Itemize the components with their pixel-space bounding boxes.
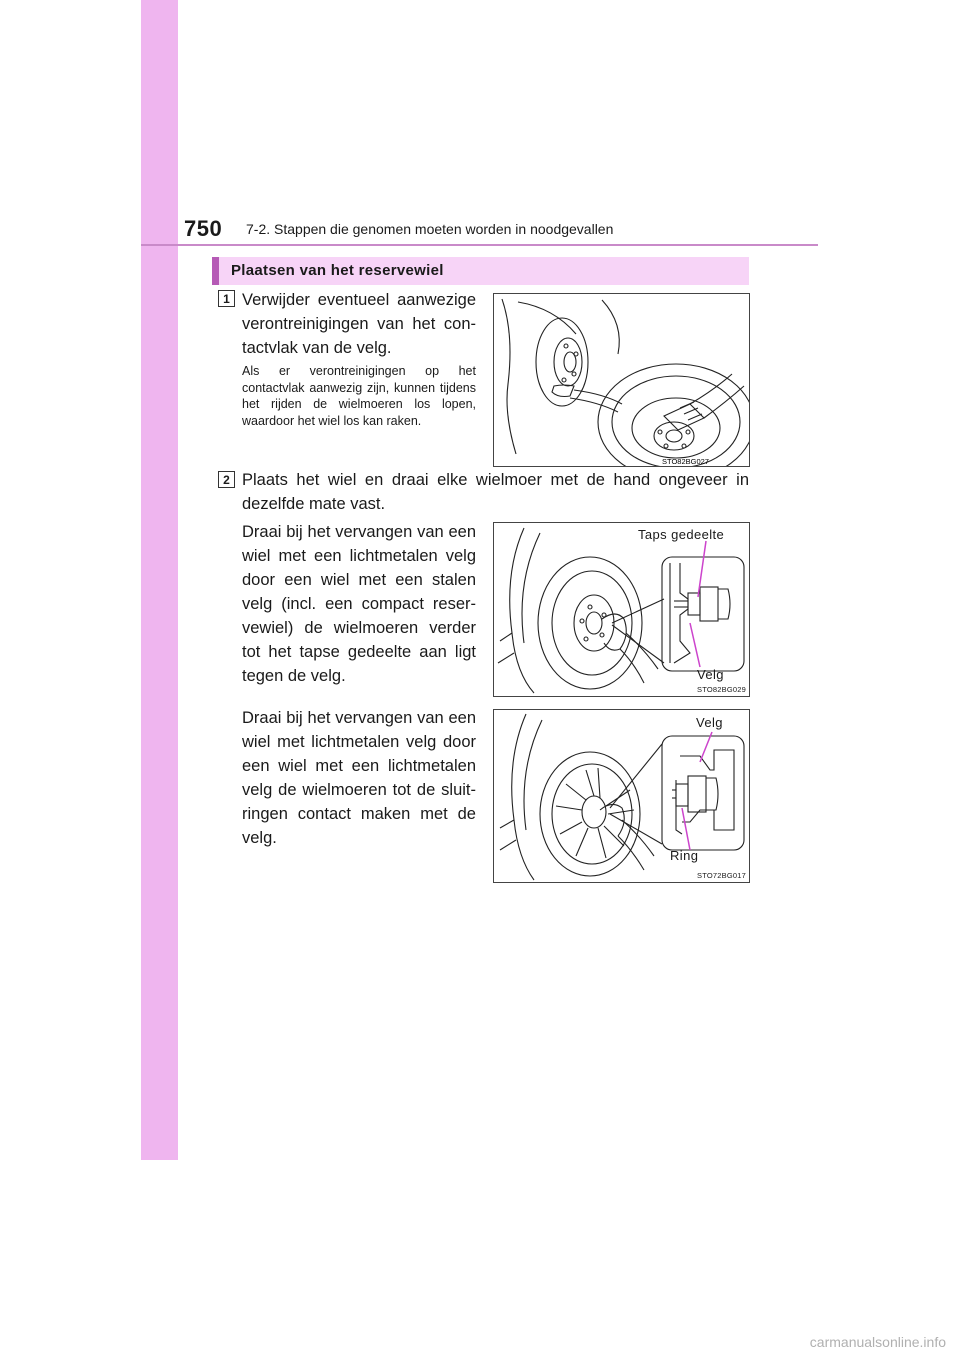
- chapter-title: 7-2. Stappen die genomen moeten worden in noodgevallen: [246, 221, 614, 237]
- step-2-steel-rim-text: Draai bij het vervangen van een wiel met een lichtmetalen velg door een wiel met een stalen velg (incl. een compact reser-vewiel) de wielmoeren verder tot het tapse gedeelte aan ligt tegen de velg.: [242, 523, 476, 685]
- alloy-rim-nut-illustration: [494, 710, 750, 883]
- figure-code: STO82BG029: [697, 685, 746, 694]
- step-2-text: Plaats het wiel en draai elke wielmoer met de hand ongeveer in dezelfde mate vast.: [242, 471, 749, 513]
- figure-code: STO82BG027: [662, 457, 709, 466]
- step-1-text: Verwijder eventueel aanwezige verontreinigingen van het con-tactvlak van de velg.: [242, 291, 476, 357]
- figure-clean-hub: [493, 293, 750, 467]
- header-divider: [141, 244, 818, 246]
- label-rim: Velg: [697, 667, 724, 682]
- step-2-alloy-rim-text: Draai bij het vervangen van een wiel met lichtmetalen velg door een wiel met een lichtmetalen velg de wielmoeren tot de sluit-ringen contact maken met de velg.: [242, 709, 476, 847]
- wheel-hub-cleaning-illustration: [494, 294, 750, 467]
- watermark: carmanualsonline.info: [809, 1334, 946, 1350]
- label-washer: Ring: [670, 848, 699, 863]
- label-tapered-portion: Taps gedeelte: [638, 527, 725, 542]
- figure-code: STO72BG017: [697, 871, 746, 880]
- page-number: 750: [184, 216, 223, 241]
- step-1-note: Als er verontreinigingen op het contactvlak aanwezig zijn, kunnen tijdens het rijden de wielmoeren los lopen, waardoor het wiel los kan raken.: [242, 364, 476, 428]
- label-rim: Velg: [696, 715, 723, 730]
- step-badge-2: 2: [218, 471, 235, 488]
- step-badge-1: 1: [218, 290, 235, 307]
- sidebar-tab: [141, 0, 178, 1160]
- section-header: [212, 257, 749, 285]
- figure-alloy-rim-nut: [493, 709, 750, 883]
- section-title: Plaatsen van het reservewiel: [231, 262, 444, 279]
- figure-steel-rim-nut: [493, 522, 750, 697]
